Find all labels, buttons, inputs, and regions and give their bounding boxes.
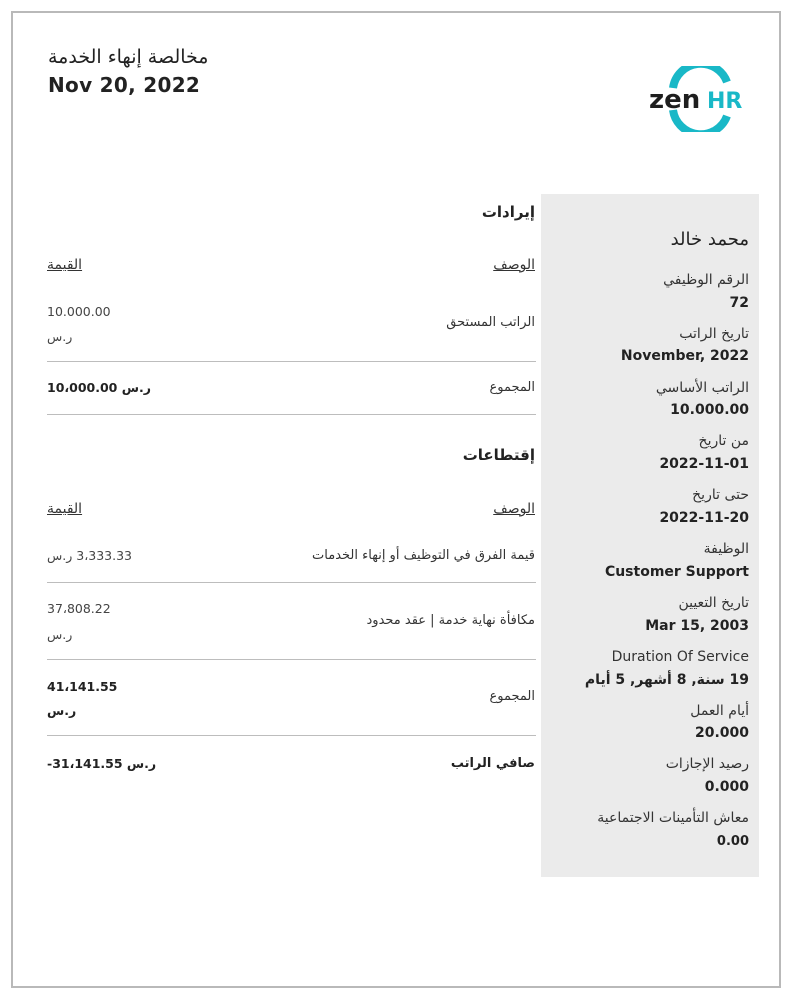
salary-date-value: November, 2022	[620, 348, 749, 364]
zenhr-logo	[647, 66, 747, 132]
service-duration-value: 19 سنة, 8 أشهر, 5 أيام	[584, 672, 749, 688]
document-date: Nov 20, 2022	[48, 73, 201, 97]
from-date-value: 2022-11-01	[659, 456, 749, 472]
employee-info-panel	[541, 194, 759, 877]
to-date-value: 2022-11-20	[659, 510, 749, 526]
earnings-total-amount: 10،000.00 ر.س	[47, 380, 151, 395]
work-days-label: أيام العمل	[690, 703, 749, 719]
deductions-total-currency: ر.س	[47, 703, 77, 718]
deduction-row-currency: ر.س	[47, 627, 73, 642]
deductions-total-label: المجموع	[489, 689, 535, 704]
divider	[47, 414, 536, 415]
deductions-value-header: القيمة	[47, 501, 83, 517]
document-title: مخالصة إنهاء الخدمة	[48, 46, 209, 68]
employee-id-value: 72	[729, 295, 749, 311]
logo-text-hr: HR	[707, 89, 743, 114]
social-insurance-value: 0.00	[716, 834, 749, 849]
to-date-label: حتى تاريخ	[692, 487, 749, 503]
divider	[47, 582, 536, 583]
divider	[47, 361, 536, 362]
job-title-label: الوظيفة	[703, 541, 749, 557]
hire-date-label: تاريخ التعيين	[678, 595, 749, 611]
work-days-value: 20.000	[694, 725, 749, 741]
earnings-row-currency: ر.س	[47, 329, 73, 344]
earnings-row-desc: الراتب المستحق	[446, 315, 535, 330]
service-duration-label: Duration Of Service	[611, 649, 749, 665]
hire-date-value: Mar 15, 2003	[645, 618, 749, 634]
basic-salary-label: الراتب الأساسي	[655, 380, 749, 396]
divider	[47, 735, 536, 736]
net-salary-label: صافي الراتب	[450, 756, 535, 771]
employee-id-label: الرقم الوظيفي	[663, 272, 749, 288]
earnings-desc-header: الوصف	[493, 257, 535, 273]
social-insurance-label: معاش التأمينات الاجتماعية	[597, 810, 749, 826]
divider	[47, 659, 536, 660]
earnings-total-label: المجموع	[489, 380, 535, 395]
basic-salary-value: 10.000.00	[670, 402, 749, 418]
deductions-desc-header: الوصف	[493, 501, 535, 517]
salary-date-label: تاريخ الراتب	[679, 326, 749, 342]
leave-balance-label: رصيد الإجازات	[665, 756, 749, 772]
deductions-total-amount: 41،141.55	[47, 679, 118, 694]
leave-balance-value: 0.000	[704, 779, 749, 795]
earnings-row-amount: 10.000.00	[47, 304, 111, 319]
from-date-label: من تاريخ	[698, 433, 749, 449]
employee-name: محمد خالد	[670, 229, 749, 250]
job-title-value: Customer Support	[604, 564, 749, 580]
deduction-row-amount: 3،333.33 ر.س	[47, 548, 132, 563]
deduction-row-desc: قيمة الفرق في التوظيف أو إنهاء الخدمات	[312, 548, 535, 563]
net-salary-amount: -31،141.55 ر.س	[47, 756, 157, 771]
logo-text-zen: zen	[649, 85, 701, 115]
earnings-value-header: القيمة	[47, 257, 83, 273]
earnings-title: إيرادات	[481, 203, 535, 221]
deductions-title: إقتطاعات	[462, 446, 535, 464]
deduction-row-amount: 37،808.22	[47, 601, 111, 616]
deduction-row-desc: مكافأة نهاية خدمة | عقد محدود	[366, 613, 535, 628]
